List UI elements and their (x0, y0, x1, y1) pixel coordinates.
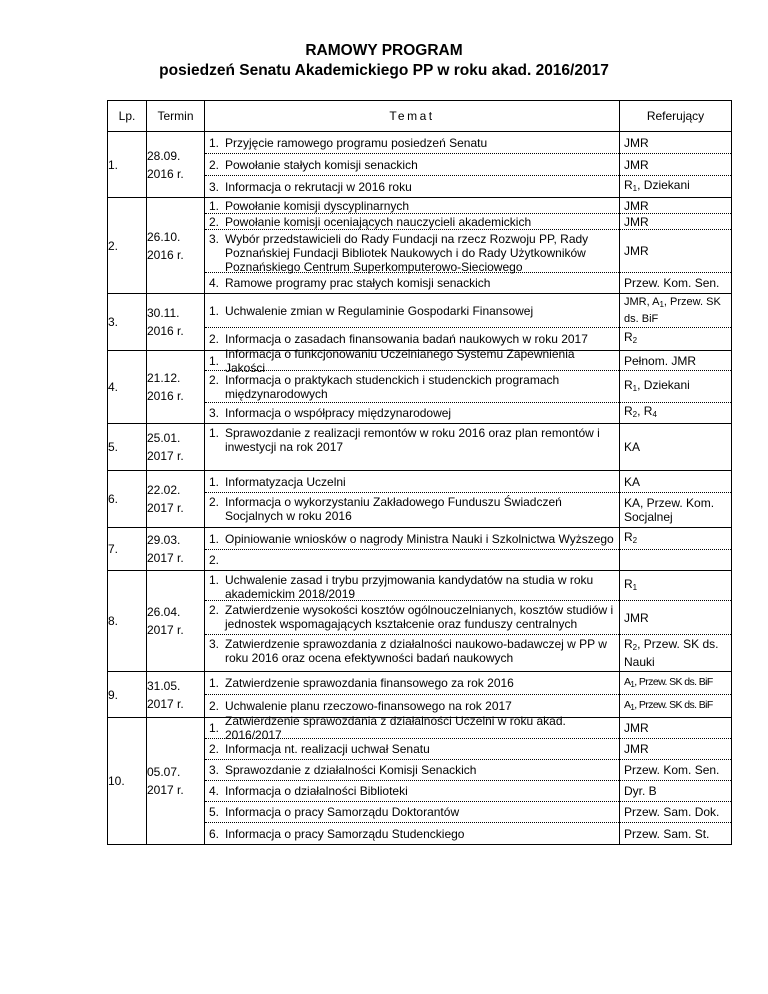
topic-text: Informacja o zasadach finansowania badań naukowych w roku 2017 (225, 332, 588, 346)
header-termin: Termin (147, 101, 205, 132)
presenter-text: JMR (624, 198, 649, 213)
presenter-item (620, 198, 731, 214)
presenter-item (620, 802, 731, 823)
row-number: 10. (108, 718, 147, 845)
presenter-text: JMR (624, 610, 649, 625)
presenter-item (620, 214, 731, 230)
meeting-date-day: 26.10. (147, 229, 181, 244)
meeting-date (147, 198, 205, 294)
meeting-date-year: 2017 r. (147, 623, 184, 637)
presenter-text: JMR, $A_1$, Przew. SK ds. BiF (624, 296, 721, 325)
topic-text: Zatwierdzenie sprawozdania z działalności naukowo-badawczej w PP w roku 2016 oraz ocena efektywności badań naukowych (225, 637, 607, 665)
meeting-date (147, 718, 205, 845)
row-number: 5. (108, 424, 147, 471)
meeting-date (147, 528, 205, 571)
topic-number: 3. (209, 232, 220, 246)
presenter-text: $R_1$, Dziekani (624, 377, 690, 393)
meeting-date (147, 424, 205, 471)
topic-number: 6. (209, 826, 220, 841)
program-row (108, 571, 732, 672)
topic-text: Powołanie stałych komisji senackich (225, 157, 418, 172)
meeting-date-day: 31.05. (147, 678, 181, 693)
presenter-item (620, 294, 731, 328)
topic-item (205, 346, 619, 375)
presenter-item (620, 528, 731, 550)
topic-number: 1. (209, 198, 220, 213)
meeting-date-year: 2016 r. (147, 166, 184, 181)
row-number: 3. (108, 294, 147, 351)
topic-item (205, 739, 619, 760)
program-row (108, 424, 732, 471)
row-number: 2. (108, 198, 147, 294)
topic-number: 1. (209, 303, 220, 318)
presenter-item (620, 739, 731, 760)
program-row (108, 528, 732, 571)
presenter-text: Przew. Kom. Sen. (624, 276, 720, 290)
presenter-text: Pełnom. JMR (624, 353, 697, 368)
program-row (108, 351, 732, 424)
program-row (108, 132, 732, 198)
topic-text: Informacja o pracy Samorządu Doktorantów (225, 805, 460, 819)
topic-item (205, 273, 619, 293)
presenter-item (620, 132, 731, 154)
meeting-date-day: 30.11. (147, 306, 180, 320)
topic-item (205, 550, 619, 570)
program-table (107, 100, 732, 845)
topic-item (205, 781, 619, 802)
presenter-item (620, 550, 731, 570)
presenters-cell (620, 528, 732, 571)
topic-item (205, 471, 619, 493)
presenter-text: JMR (624, 135, 649, 150)
topic-text: Opiniowanie wniosków o nagrody Ministra Nauki i Szkolnictwa Wyższego (225, 531, 614, 546)
topic-number: 3. (209, 763, 220, 777)
topic-number: 4. (209, 276, 220, 290)
topic-text: Przyjęcie ramowego programu posiedzeń Senatu (225, 135, 488, 150)
topic-text: Wybór przedstawicieli do Rady Fundacji na rzecz Rozwoju PP, Rady Poznańskiej Fundacji Bibliotek Naukowych i do Rady Użytkowników Poznańskiego Centrum Superkomputerowo-Sieciowego (225, 232, 589, 274)
topics-cell (205, 528, 620, 571)
presenter-item (620, 672, 731, 695)
meeting-date (147, 571, 205, 672)
presenter-text: $A_1$, Przew. SK ds. BiF (624, 675, 713, 689)
presenters-cell (620, 424, 732, 471)
topic-item (205, 176, 619, 197)
meeting-date (147, 132, 205, 198)
topic-number: 3. (209, 637, 220, 651)
topics-cell (205, 424, 620, 471)
meeting-date-year: 2017 r. (147, 449, 184, 463)
presenter-item (620, 823, 731, 844)
topic-text: Informacja o funkcjonowaniu Uczelnianego Systemu Zapewnienia Jakości (225, 346, 575, 375)
topic-number: 2. (209, 157, 220, 172)
presenter-item (620, 695, 731, 717)
program-row (108, 198, 732, 294)
topic-item (205, 714, 619, 742)
presenter-text: KA (624, 474, 641, 489)
meeting-date (147, 351, 205, 424)
presenter-item (620, 154, 731, 176)
presenters-cell (620, 351, 732, 424)
meeting-date-day: 29.03. (147, 533, 181, 547)
topic-number: 5. (209, 805, 220, 819)
topic-number: 3. (209, 179, 220, 194)
topic-number: 2. (209, 699, 220, 713)
topic-number: 2. (209, 553, 220, 567)
presenter-text: $R_2$ (624, 529, 638, 545)
topic-number: 1. (209, 135, 220, 150)
topic-text: Informacja o pracy Samorządu Studenckiego (225, 826, 465, 841)
presenter-text: Przew. Kom. Sen. (624, 763, 720, 777)
topic-text: Informacja o rekrutacji w 2016 roku (225, 179, 412, 194)
meeting-date-day: 21.12. (147, 371, 181, 385)
topic-number: 2. (209, 742, 220, 756)
topic-text: Zatwierdzenie sprawozdania z działalności Uczelni w roku akad. 2016/2017 (225, 714, 566, 742)
presenters-cell (620, 294, 732, 351)
meeting-date-year: 2017 r. (147, 551, 184, 565)
topic-number: 2. (209, 495, 220, 509)
presenter-item (620, 493, 731, 527)
meeting-date-year: 2016 r. (147, 324, 184, 338)
topic-number: 1. (209, 531, 220, 546)
meeting-date-year: 2017 r. (147, 783, 184, 797)
topic-text: Uchwalenie zasad i trybu przyjmowania kandydatów na studia w roku akademickim 2018/2019 (225, 573, 594, 601)
meeting-date (147, 672, 205, 718)
topic-number: 2. (209, 214, 220, 229)
topic-text: Zatwierdzenie sprawozdania finansowego za rok 2016 (225, 676, 514, 690)
presenter-text: KA (624, 440, 641, 454)
topic-number: 1. (209, 676, 220, 690)
topic-number: 3. (209, 406, 220, 420)
topics-cell (205, 346, 620, 424)
presenter-item (620, 424, 731, 470)
topic-text: Powołanie komisji dyscyplinarnych (225, 198, 410, 213)
meeting-date-day: 26.04. (147, 605, 181, 619)
header-temat: Temat (205, 101, 620, 132)
topic-text: Informacja o praktykach studenckich i studenckich programach międzynarodowych (225, 373, 560, 401)
meeting-date (147, 294, 205, 351)
presenter-item (620, 273, 731, 293)
topics-cell (205, 198, 620, 294)
presenter-text: $R_2$, Przew. SK ds. Nauki (624, 637, 719, 669)
presenter-item (620, 718, 731, 739)
topic-item (205, 294, 619, 328)
presenter-text: $R_1$ (624, 576, 638, 592)
topic-item (205, 635, 619, 671)
meeting-date-year: 2016 r. (147, 389, 184, 403)
presenter-text: KA, Przew. Kom. Socjalnej (624, 496, 715, 524)
presenter-text: $R_2$ (624, 330, 638, 345)
presenter-item (620, 403, 731, 423)
presenter-text: $R_1$, Dziekani (624, 177, 690, 193)
topic-number: 1. (209, 426, 220, 440)
topic-text: Zatwierdzenie wysokości kosztów ogólnouczelnianych, kosztów studiów i jednostek wspomagających kształcenie oraz funduszy centralnych (225, 603, 614, 631)
presenter-text: JMR (624, 742, 649, 756)
presenter-item (620, 760, 731, 781)
topic-number: 2. (209, 332, 220, 346)
topic-number: 2. (209, 603, 220, 617)
presenter-item (620, 471, 731, 493)
document-title: RAMOWY PROGRAM (305, 42, 463, 59)
presenters-cell (620, 718, 732, 845)
meeting-date-year: 2017 r. (147, 696, 184, 711)
topic-item (205, 214, 619, 230)
topic-item (205, 760, 619, 781)
topic-item (205, 230, 619, 273)
topic-text: Uchwalenie planu rzeczowo-finansowego na rok 2017 (225, 699, 512, 713)
program-row (108, 471, 732, 528)
topics-cell (205, 132, 620, 198)
meeting-date (147, 471, 205, 528)
presenter-item (620, 176, 731, 197)
presenters-cell (620, 198, 732, 294)
presenters-cell (620, 132, 732, 198)
presenter-item (620, 601, 731, 635)
presenters-cell (620, 571, 732, 672)
presenter-text: JMR (624, 214, 649, 229)
topic-item (205, 493, 619, 527)
meeting-date-year: 2016 r. (147, 247, 184, 262)
topic-text: Uchwalenie zmian w Regulaminie Gospodarki Finansowej (225, 303, 534, 318)
topic-number: 1. (209, 721, 220, 735)
topic-text: Informatyzacja Uczelni (225, 474, 346, 489)
topic-text: Informacja o współpracy międzynarodowej (225, 406, 452, 420)
topic-text: Informacja o wykorzystaniu Zakładowego Funduszu Świadczeń Socjalnych w roku 2016 (225, 495, 562, 523)
presenters-cell (620, 672, 732, 718)
topic-item (205, 601, 619, 635)
presenter-item (620, 635, 731, 671)
presenter-text: Przew. Sam. St. (624, 826, 710, 841)
topic-item (205, 403, 619, 423)
presenter-text: Dyr. B (624, 784, 657, 798)
topic-item (205, 371, 619, 403)
topic-item (205, 132, 619, 154)
topic-item (205, 802, 619, 823)
topic-item (205, 198, 619, 214)
topics-cell (205, 471, 620, 528)
topics-cell (205, 571, 620, 672)
header-referujacy: Referujący (620, 101, 732, 132)
presenter-text: JMR (624, 244, 649, 258)
program-row (108, 718, 732, 845)
topic-item (205, 823, 619, 844)
topic-number: 1. (209, 353, 220, 368)
header-lp: Lp. (108, 101, 147, 132)
meeting-date-day: 05.07. (147, 765, 181, 779)
topics-cell (205, 714, 620, 845)
topic-number: 4. (209, 784, 220, 798)
topic-text: Sprawozdanie z działalności Komisji Senackich (225, 763, 477, 777)
topic-number: 1. (209, 474, 220, 489)
topic-item (205, 571, 619, 601)
topic-item (205, 672, 619, 695)
meeting-date-day: 28.09. (147, 148, 181, 163)
topic-number: 1. (209, 573, 220, 587)
row-number: 7. (108, 528, 147, 571)
header-row (108, 101, 732, 132)
topic-item (205, 154, 619, 176)
topics-cell (205, 294, 620, 351)
row-number: 9. (108, 672, 147, 718)
topic-text: Powołanie komisji oceniających nauczycieli akademickich (225, 214, 532, 229)
row-number: 6. (108, 471, 147, 528)
document-subtitle: posiedzeń Senatu Akademickiego PP w roku akad. 2016/2017 (159, 62, 609, 79)
topics-cell (205, 672, 620, 718)
topic-item (205, 424, 619, 470)
topic-text: Ramowe programy prac stałych komisji senackich (225, 276, 491, 290)
presenter-item (620, 230, 731, 273)
row-number: 4. (108, 351, 147, 424)
presenter-text: Przew. Sam. Dok. (624, 805, 720, 819)
presenter-item (620, 328, 731, 350)
row-number: 1. (108, 132, 147, 198)
presenter-item (620, 781, 731, 802)
topic-text: Sprawozdanie z realizacji remontów w roku 2016 oraz plan remontów i inwestycji na rok 2017 (225, 426, 600, 454)
presenter-text: JMR (624, 157, 649, 172)
program-body (108, 132, 732, 845)
presenter-text: $A_1$, Przew. SK ds. BiF (624, 698, 713, 712)
meeting-date-day: 25.01. (147, 431, 181, 445)
presenter-item (620, 571, 731, 601)
topic-number: 2. (209, 373, 220, 387)
program-row (108, 672, 732, 718)
presenter-text: $R_2$, $R_4$ (624, 404, 657, 419)
meeting-date-year: 2017 r. (147, 501, 184, 515)
presenters-cell (620, 471, 732, 528)
topic-text: Informacja o działalności Biblioteki (225, 784, 408, 798)
topic-item (205, 528, 619, 550)
meeting-date-day: 22.02. (147, 483, 181, 497)
row-number: 8. (108, 571, 147, 672)
topic-text: Informacja nt. realizacji uchwał Senatu (225, 742, 430, 756)
presenter-item (620, 351, 731, 371)
presenter-item (620, 371, 731, 403)
presenter-text: JMR (624, 721, 649, 735)
program-row (108, 294, 732, 351)
